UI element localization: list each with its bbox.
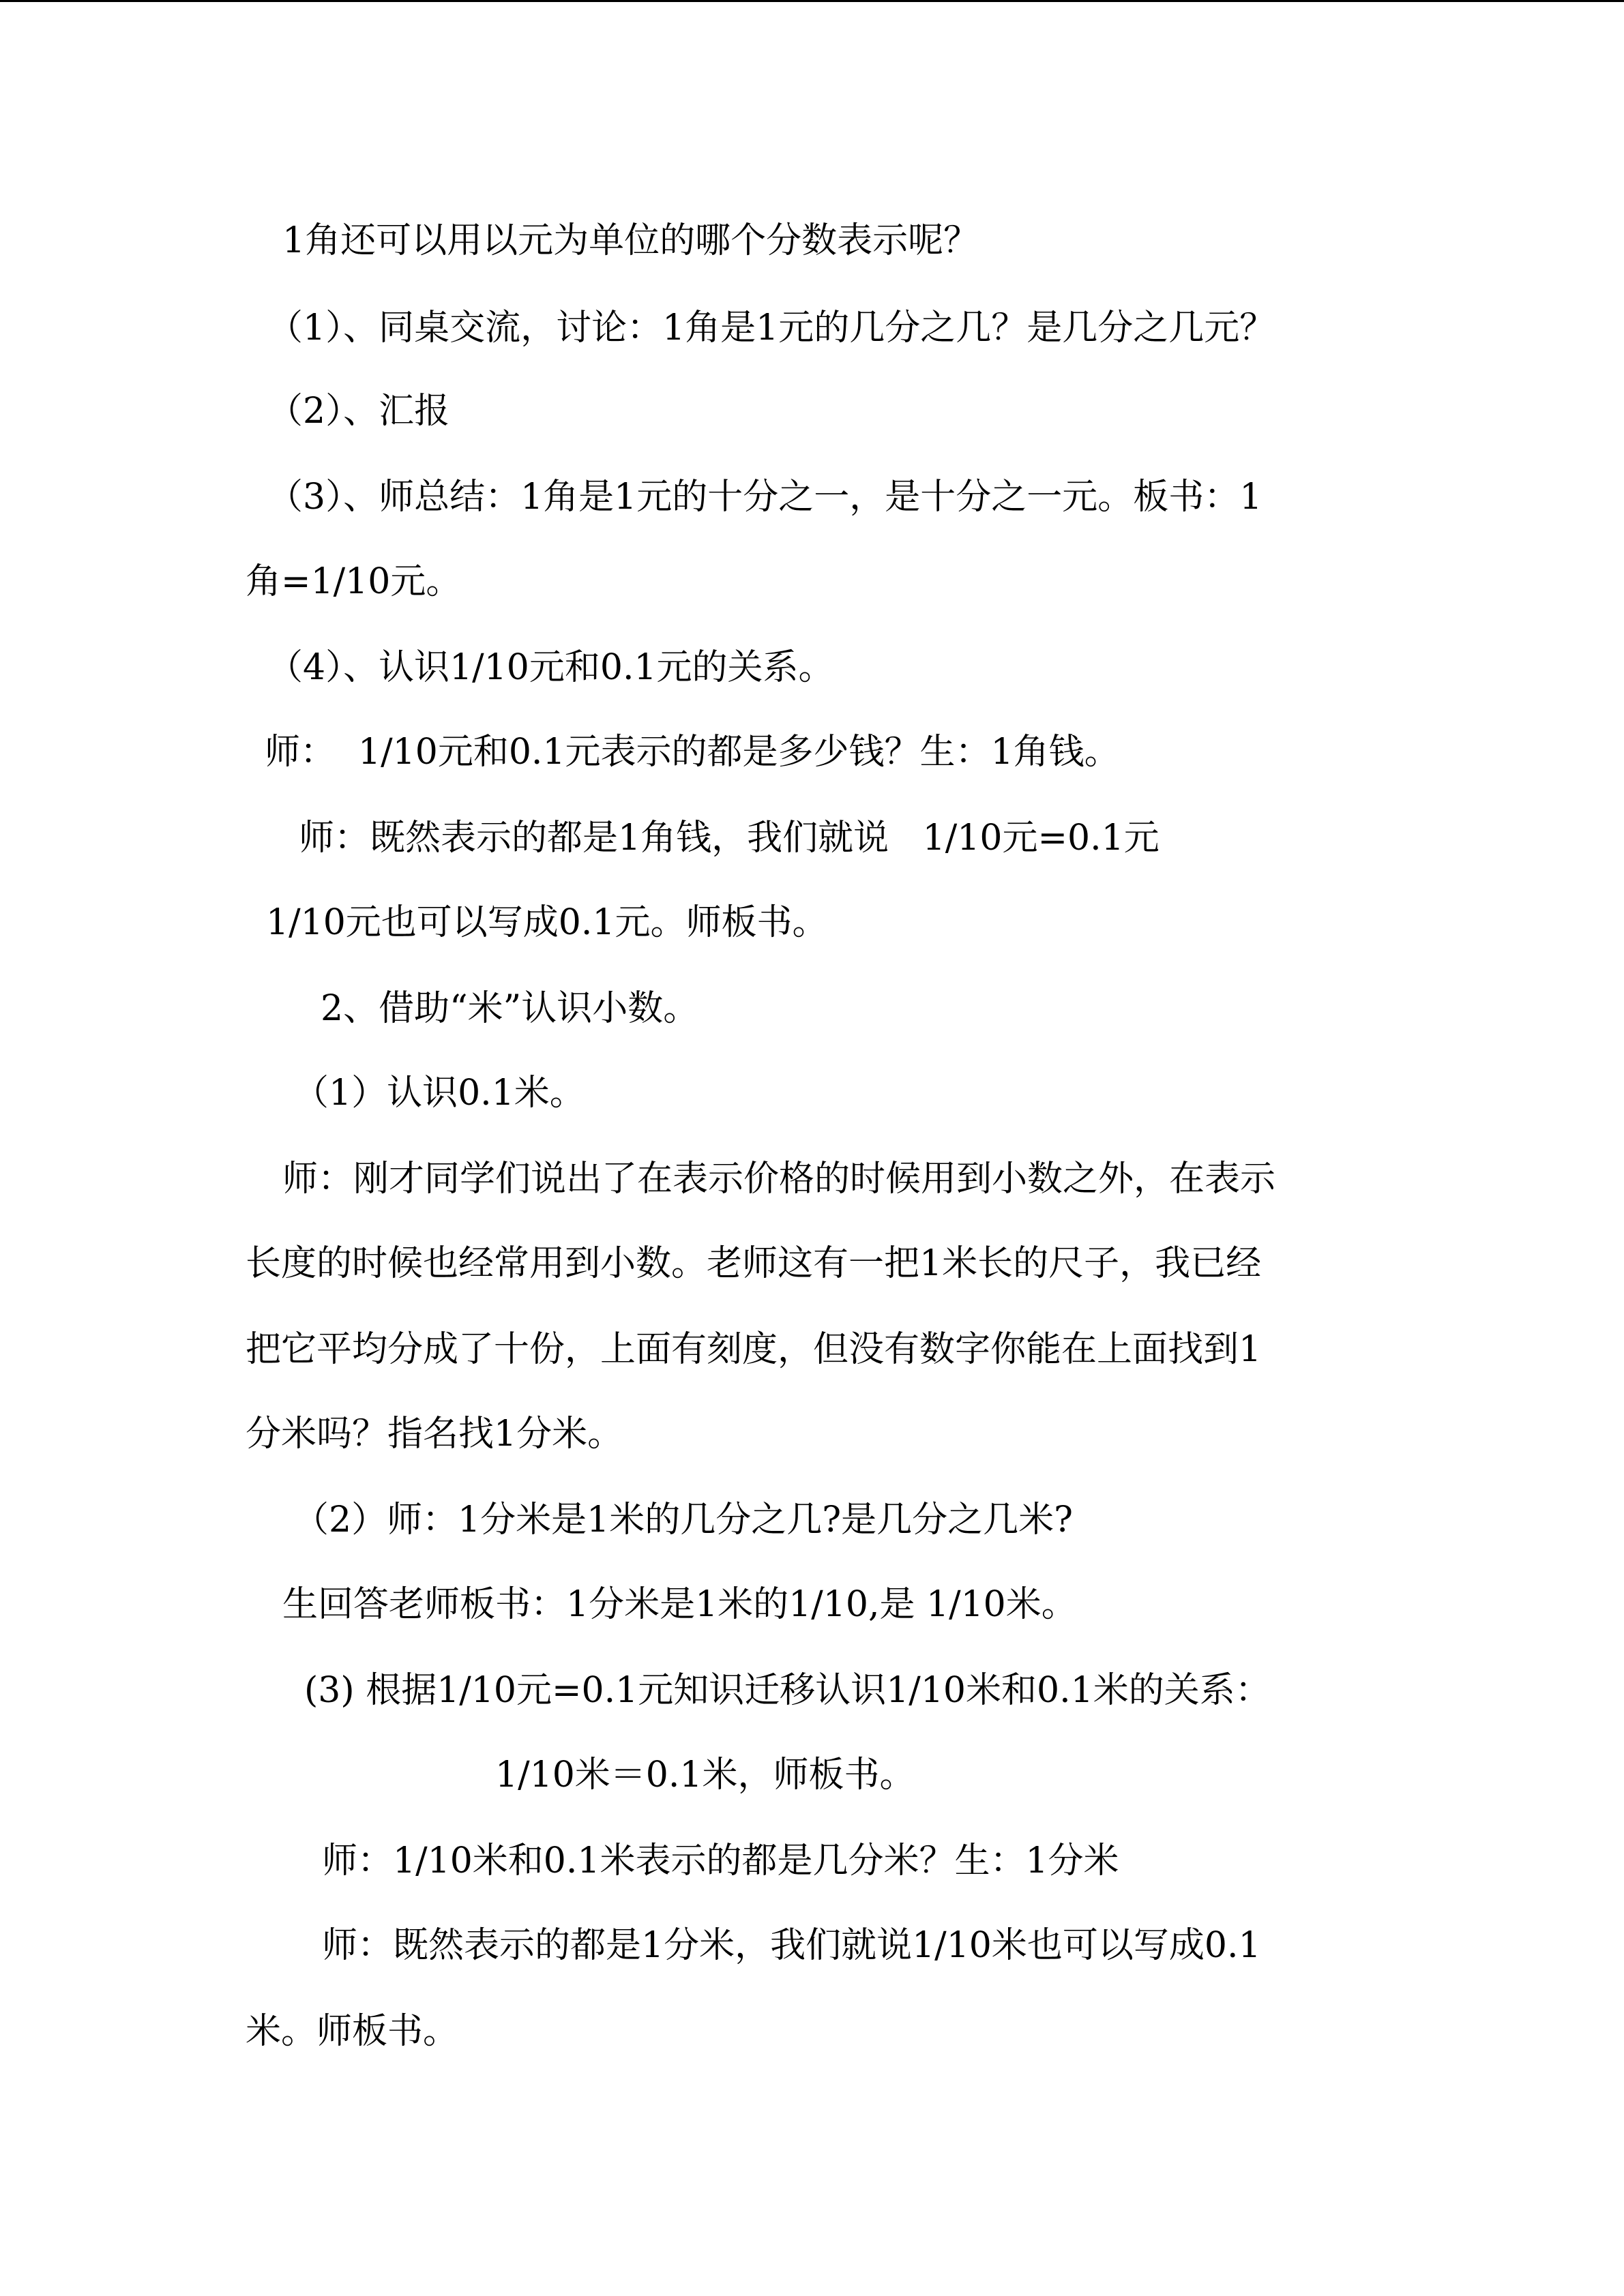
paragraph-line: （4）、认识1/10元和0.1元的关系。 [267,647,834,688]
paragraph-line: 师：1/10米和0.1米表示的都是几分米？生：1分米 [322,1840,1119,1881]
paragraph-line: 角=1/10元。 [246,561,462,602]
paragraph-line: 师：既然表示的都是1角钱，我们就说 1/10元=0.1元 [299,818,1160,859]
paragraph-line: 师： 1/10元和0.1元表示的都是多少钱？生：1角钱。 [265,732,1120,773]
paragraph-line: 1/10元也可以写成0.1元。师板书。 [266,902,828,943]
paragraph-line: （3）、师总结：1角是1元的十分之一，是十分之一元。板书：1 [267,477,1263,518]
paragraph-line: （1）认识0.1米。 [293,1073,585,1114]
paragraph-line: 1角还可以用以元为单位的哪个分数表示呢？ [282,220,979,261]
paragraph-line: （1）、同桌交流，讨论：1角是1元的几分之几？是几分之几元？ [267,308,1275,348]
paragraph-line: (3) 根据1/10元=0.1元知识迁移认识1/10米和0.1米的关系： [304,1670,1271,1711]
paragraph-line: 2、借助“米”认识小数。 [321,988,699,1029]
paragraph-line: （2）师：1分米是1米的几分之几?是几分之几米? [293,1500,1074,1540]
paragraph-line: 分米吗？指名找1分米。 [246,1414,623,1455]
paragraph-line: 把它平均分成了十份，上面有刻度，但没有数字你能在上面找到1 [246,1329,1262,1370]
paragraph-line: 生回答老师板书：1分米是1米的1/10,是 1/10米。 [282,1584,1077,1625]
paragraph-line: （2）、汇报 [267,391,450,432]
paragraph-line: 师：既然表示的都是1分米，我们就说1/10米也可以写成0.1 [322,1925,1261,1966]
paragraph-line: 师：刚才同学们说出了在表示价格的时候用到小数之外，在表示 [282,1159,1276,1199]
paragraph-line: 米。师板书。 [246,2011,459,2052]
paragraph-line: 长度的时候也经常用到小数。老师这有一把1米长的尺子，我已经 [246,1243,1262,1284]
paragraph-line: 1/10米＝0.1米，师板书。 [495,1755,915,1795]
